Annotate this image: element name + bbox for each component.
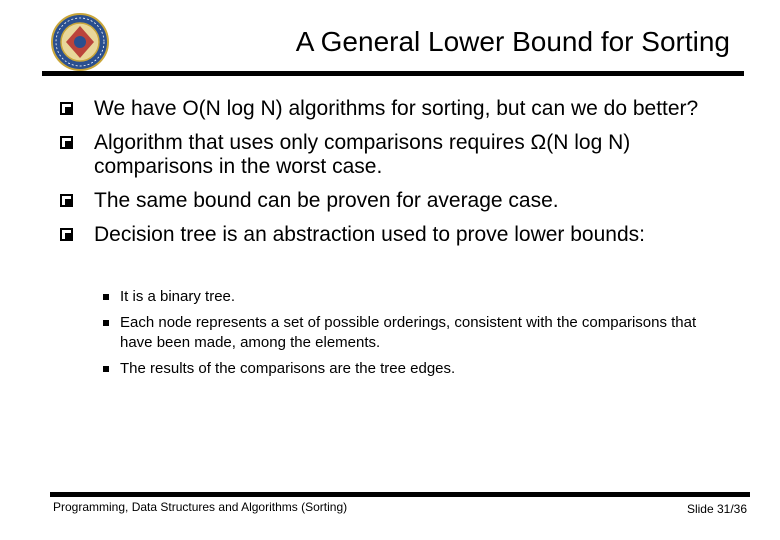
- checkbox-bullet-icon: [60, 102, 73, 115]
- bullet-text: The same bound can be proven for average case.: [94, 189, 559, 212]
- footer-course-title: Programming, Data Structures and Algorithms (Sorting): [53, 500, 348, 514]
- sub-bullet-item: [103, 287, 723, 307]
- slide-number: Slide 31/36: [686, 502, 747, 516]
- checkbox-bullet-icon: [60, 228, 73, 241]
- square-bullet-icon: [103, 320, 109, 326]
- bullet-text: Algorithm that uses only comparisons requires Ω(N log N) comparisons in the worst case.: [94, 131, 631, 178]
- bullet-item: [60, 223, 740, 247]
- page-title: A General Lower Bound for Sorting: [295, 26, 730, 57]
- bullet-item: [60, 97, 740, 121]
- main-bullet-list: [60, 97, 740, 257]
- sub-bullet-text: It is a binary tree.: [120, 288, 236, 305]
- title-divider: [42, 71, 744, 76]
- footer-divider: [50, 492, 750, 497]
- sub-bullet-text: Each node represents a set of possible orderings, consistent with the comparisons that have been made, among the elements.: [120, 314, 697, 351]
- sub-bullet-list: [103, 287, 723, 385]
- bullet-item: [60, 131, 740, 179]
- university-seal-icon: [50, 12, 110, 72]
- bullet-text: We have O(N log N) algorithms for sorting, but can we do better?: [94, 97, 699, 120]
- checkbox-bullet-icon: [60, 136, 73, 149]
- checkbox-bullet-icon: [60, 194, 73, 207]
- sub-bullet-item: [103, 359, 723, 379]
- square-bullet-icon: [103, 366, 109, 372]
- bullet-item: [60, 189, 740, 213]
- sub-bullet-text: The results of the comparisons are the tree edges.: [120, 360, 456, 377]
- square-bullet-icon: [103, 294, 109, 300]
- sub-bullet-item: [103, 313, 723, 353]
- bullet-text: Decision tree is an abstraction used to prove lower bounds:: [94, 223, 645, 246]
